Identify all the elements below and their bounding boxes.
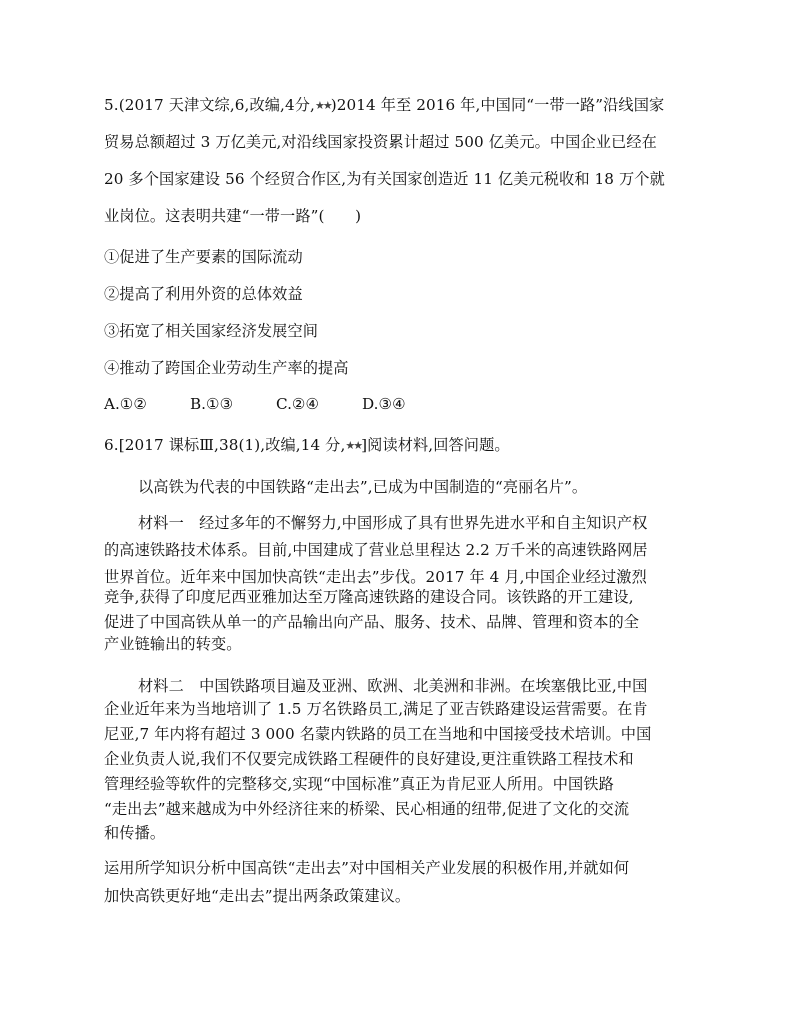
q5-option-1: ①促进了生产要素的国际流动 bbox=[104, 248, 303, 266]
q5-line-3: 20 多个国家建设 56 个经贸合作区,为有关国家创造近 11 亿美元税收和 18 万个就 bbox=[104, 170, 665, 188]
q5-answer-d: D.③④ bbox=[362, 395, 406, 413]
q6-header bbox=[104, 435, 510, 457]
material2-line-2: 企业近年来为当地培训了 1.5 万名铁路员工,满足了亚吉铁路建设运营需要。在肯 bbox=[104, 700, 648, 718]
q5-answer-c: C.②④ bbox=[276, 395, 320, 413]
material1-line-3: 世界首位。近年来中国加快高铁“走出去”步伐。2017 年 4 月,中国企业经过激烈 bbox=[104, 568, 647, 586]
q5-line-1 bbox=[104, 95, 664, 117]
difficulty-star-icon: ★★ bbox=[345, 439, 362, 452]
q5-line-2: 贸易总额超过 3 万亿美元,对沿线国家投资累计超过 500 亿美元。中国企业已经在 bbox=[104, 133, 657, 151]
q5-header-part-2: )2014 年至 2016 年,中国同“一带一路”沿线国家 bbox=[330, 96, 665, 114]
material2-line-6: “走出去”越来越成为中外经济往来的桥梁、民心相通的纽带,促进了文化的交流 bbox=[104, 800, 630, 818]
q5-header-part-1: 5.(2017 天津文综,6,改编,4分, bbox=[104, 96, 315, 114]
q6-intro: 以高铁为代表的中国铁路“走出去”,已成为中国制造的“亮丽名片”。 bbox=[138, 478, 588, 496]
material1-line-4: 竞争,获得了印度尼西亚雅加达至万隆高速铁路的建设合同。该铁路的开工建设, bbox=[104, 588, 634, 606]
material2-line-1: 材料二 中国铁路项目遍及亚洲、欧洲、北美洲和非洲。在埃塞俄比亚,中国 bbox=[138, 677, 648, 695]
material1-line-5: 促进了中国高铁从单一的产品输出向产品、服务、技术、品牌、管理和资本的全 bbox=[104, 613, 640, 631]
q5-answer-a: A.①② bbox=[104, 395, 148, 413]
q5-line-4: 业岗位。这表明共建“一带一路”( ) bbox=[104, 207, 362, 225]
q5-option-4: ④推动了跨国企业劳动生产率的提高 bbox=[104, 359, 349, 377]
material2-line-7: 和传播。 bbox=[104, 824, 166, 842]
q5-option-2: ②提高了利用外资的总体效益 bbox=[104, 285, 303, 303]
q6-header-part-1: 6.[2017 课标Ⅲ,38(1),改编,14 分, bbox=[104, 436, 346, 454]
material1-line-2: 的高速铁路技术体系。目前,中国建成了营业总里程达 2.2 万千米的高速铁路网居 bbox=[104, 541, 648, 559]
material1-line-1: 材料一 经过多年的不懈努力,中国形成了具有世界先进水平和自主知识产权 bbox=[138, 514, 648, 532]
material2-line-3: 尼亚,7 年内将有超过 3 000 名蒙内铁路的员工在当地和中国接受技术培训。中国 bbox=[104, 725, 652, 743]
material2-line-4: 企业负责人说,我们不仅要完成铁路工程硬件的良好建设,更注重铁路工程技术和 bbox=[104, 750, 634, 768]
difficulty-star-icon: ★★ bbox=[314, 99, 331, 112]
q6-question-line-2: 加快高铁更好地“走出去”提出两条政策建议。 bbox=[104, 887, 411, 905]
q5-option-3: ③拓宽了相关国家经济发展空间 bbox=[104, 322, 319, 340]
q5-answer-b: B.①③ bbox=[190, 395, 234, 413]
material1-line-6: 产业链输出的转变。 bbox=[104, 635, 242, 653]
material2-line-5: 管理经验等软件的完整移交,实现“中国标准”真正为肯尼亚人所用。中国铁路 bbox=[104, 775, 614, 793]
q6-question-line-1: 运用所学知识分析中国高铁“走出去”对中国相关产业发展的积极作用,并就如何 bbox=[104, 859, 630, 877]
q6-header-part-2: ]阅读材料,回答问题。 bbox=[361, 436, 510, 454]
